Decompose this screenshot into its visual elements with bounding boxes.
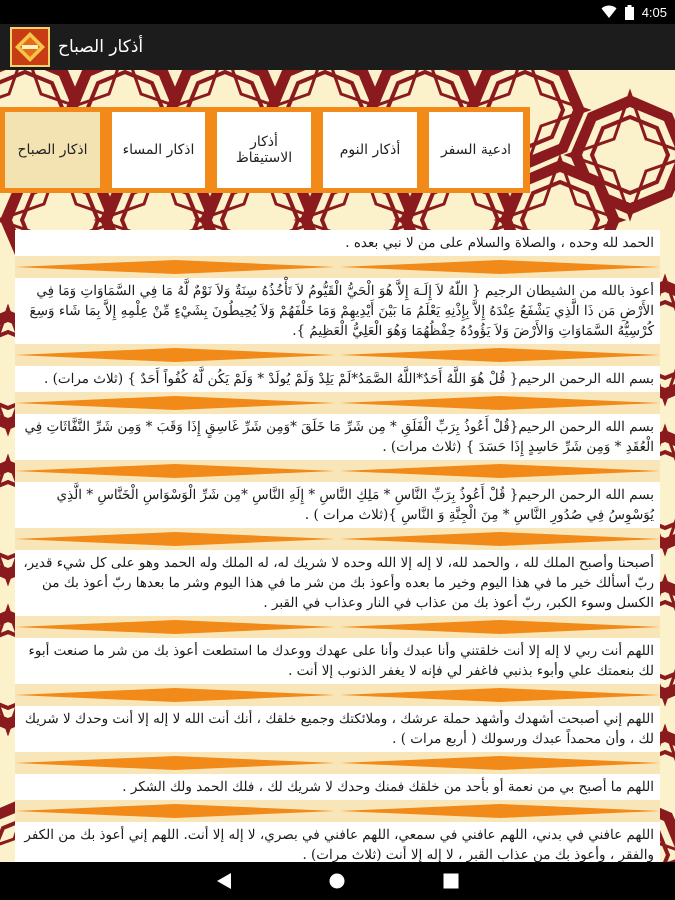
zikr-item: الحمد لله وحده ، والصلاة والسلام على من لا نبي بعده . (15, 230, 660, 256)
status-time: 4:05 (641, 4, 667, 20)
divider (15, 460, 660, 482)
divider (15, 344, 660, 366)
home-icon[interactable] (329, 873, 345, 889)
zikr-item: اللهم ما أصبح بي من نعمة أو بأحد من خلقك فمنك وحدك لا شريك لك ، فلك الحمد ولك الشكر . (15, 774, 660, 800)
zikr-item: بسم الله الرحمن الرحيم{ قُلْ هُوَ اللَّهُ أَحَدٌ*اللَّهُ الصَّمَدُ*لَمْ يَلِدْ وَلَمْ يُولَدْ * وَلَمْ يَكُن لَّهُ كُفُواً أَحَدٌ } (ثلاث مرات) . (15, 366, 660, 392)
status-right (601, 3, 667, 21)
navigation-bar (0, 862, 675, 900)
adhkar-content-list[interactable] (15, 230, 660, 862)
divider (15, 256, 660, 278)
action-bar (0, 24, 675, 70)
category-tabs (0, 107, 530, 193)
recents-icon[interactable] (443, 873, 459, 889)
divider (15, 392, 660, 414)
divider (15, 616, 660, 638)
zikr-item: اللهم إني أصبحت أشهدك وأشهد حملة عرشك ، وملائكتك وجميع خلقك ، أنك أنت الله لا إله إلا أنت وحدك لا شريك لك ، وأن محمداً عبدك ورسولك ( أربع مرات ) . (15, 706, 660, 752)
app-title: أذكار الصباح (58, 37, 144, 57)
status-bar (0, 0, 675, 24)
tab-waking-adhkar[interactable]: أذكار الاستيقاظ (217, 112, 311, 188)
zikr-item: بسم الله الرحمن الرحيم{قُلْ أَعُوذُ بِرَبِّ الْفَلَقِ * مِن شَرِّ مَا خَلَقَ *وَمِن شَرِّ غَاسِقٍ إِذَا وَقَبَ * وَمِن شَرِّ النَّفَّاثَاتِ فِي الْعُقَدِ * وَمِن شَرِّ حَاسِدٍ إِذَا حَسَدَ } (ثلاث مرات) . (15, 414, 660, 460)
zikr-item: أعوذ بالله من الشيطان الرجيم { اللّهُ لاَ إِلَـهَ إِلاَّ هُوَ الْحَيُّ الْقَيُّومُ لاَ تَأْخُذُهُ سِنَةٌ وَلاَ نَوْمٌ لَّهُ مَا فِي السَّمَاوَاتِ وَمَا فِي الأَرْضِ مَن ذَا الَّذِي يَشْفَعُ عِنْدَهُ إِلاَّ بِإِذْنِهِ يَعْلَمُ مَا بَيْنَ أَيْدِيهِمْ وَمَا خَلْفَهُمْ وَلاَ يُحِيطُونَ بِشَيْءٍ مِّنْ عِلْمِهِ إِلاَّ بِمَا شَاء وَسِعَ كُرْسِيُّهُ السَّمَاوَاتِ وَالأَرْضَ وَلاَ يَؤُودُهُ حِفْظُهُمَا وَهُوَ الْعَلِيُّ الْعَظِيمُ }. (15, 278, 660, 344)
divider (15, 684, 660, 706)
divider (15, 752, 660, 774)
zikr-item: اللهم عافني في بدني، اللهم عافني في سمعي، اللهم عافني في بصري، لا إله إلا أنت. اللهم إني أعوذ بك من الكفر والفقر ، وأعوذ بك من عذاب القبر ، لا إله إلا أنت (ثلاث مرات) . (15, 822, 660, 862)
tab-sleep-adhkar[interactable]: أذكار النوم (323, 112, 417, 188)
zikr-item: بسم الله الرحمن الرحيم{ قُلْ أَعُوذُ بِرَبِّ النَّاسِ * مَلِكِ النَّاسِ * إِلَهِ النَّاسِ *مِن شَرِّ الْوَسْوَاسِ الْخَنَّاسِ * الَّذِي يُوَسْوِسُ فِي صُدُورِ النَّاسِ * مِنَ الْجِنَّةِ وَ النَّاسِ }(ثلاث مرات ) . (15, 482, 660, 528)
tab-travel-duas[interactable]: ادعية السفر (429, 112, 523, 188)
back-icon[interactable] (216, 872, 232, 890)
tab-evening-adhkar[interactable]: اذكار المساء (112, 112, 205, 188)
battery-icon (625, 5, 634, 20)
app-logo-icon (10, 27, 50, 67)
tab-morning-adhkar[interactable]: اذكار الصباح (5, 112, 100, 188)
zikr-item: أصبحنا وأصبح الملك لله ، والحمد لله، لا إله إلا الله وحده لا شريك له، له الملك وله الحمد وهو على كل شيء قدير، ربّ أسألك خير ما في هذا اليوم وخير ما بعده وأعوذ بك من شر ما في هذا اليوم وشر ما بعدها ربّ أعوذ بك من الكسل وسوء الكبر، ربّ أعوذ بك من عذاب في النار وعذاب في القبر . (15, 550, 660, 616)
zikr-item: اللهم أنت ربي لا إله إلا أنت خلقتني وأنا عبدك وأنا على عهدك ووعدك ما استطعت أعوذ بك من شر ما صنعت أبوء لك بنعمتك علي وأبوء بذنبي فاغفر لي فإنه لا يغفر الذنوب إلا أنت . (15, 638, 660, 684)
divider (15, 528, 660, 550)
wifi-icon (601, 5, 617, 19)
divider (15, 800, 660, 822)
